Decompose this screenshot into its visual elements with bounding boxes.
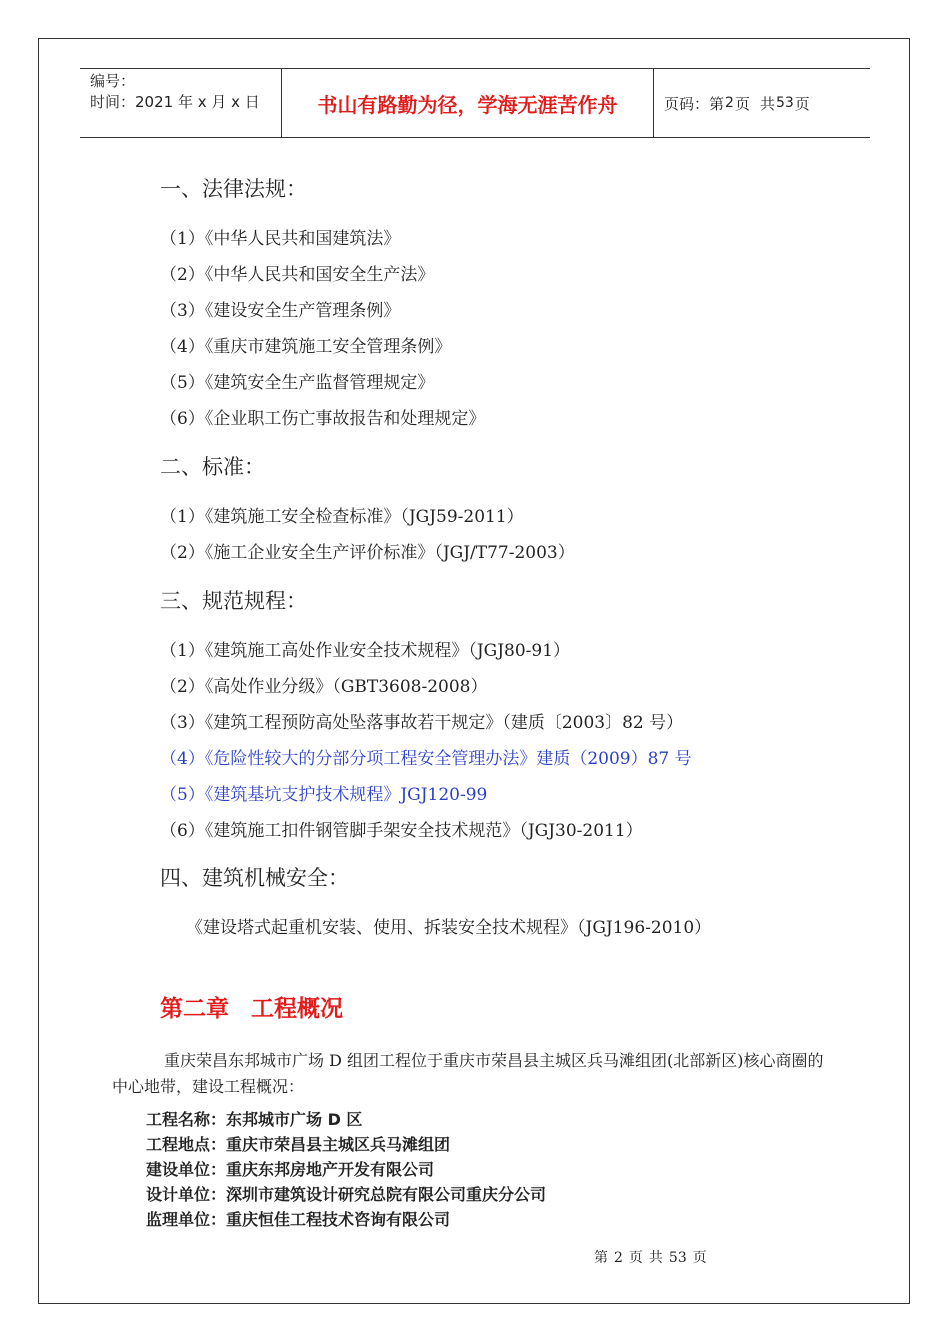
header-table (80, 68, 870, 138)
list-item-link[interactable]: （4）《危险性较大的分部分项工程安全管理办法》建质（2009）87 号 (160, 749, 692, 769)
section-title-machinery: 四、建筑机械安全： (160, 866, 349, 890)
footer-label-b: 页 (628, 1250, 643, 1266)
list-item: （1）《中华人民共和国建筑法》 (160, 229, 401, 249)
page-label-b: 页 (734, 94, 750, 113)
number-label: 编号： (90, 72, 136, 90)
header-motto: 书山有路勤为径，学海无涯苦作舟 (282, 69, 654, 137)
chapter-title: 工程概况 (251, 996, 343, 1022)
list-item: （1）《建筑施工安全检查标准》（JGJ59-2011） (160, 507, 524, 527)
time-label: 时间：2021 年 x 月 x 日 (90, 93, 260, 111)
page-total: 53 (775, 95, 794, 111)
section-title-laws: 一、法律法规： (160, 177, 307, 201)
footer-current: 2 (614, 1250, 623, 1266)
page-current: 2 (725, 95, 734, 111)
info-row: 建设单位：重庆东邦房地产开发有限公司 (146, 1160, 435, 1179)
page-label-c: 共 (759, 94, 775, 113)
section-title-codes: 三、规范规程： (160, 589, 307, 613)
footer-total: 53 (668, 1250, 687, 1266)
footer-label-a: 第 (594, 1250, 608, 1266)
list-item: （2）《施工企业安全生产评价标准》（JGJ/T77-2003） (160, 543, 575, 563)
list-item: （6）《企业职工伤亡事故报告和处理规定》 (160, 409, 486, 429)
info-row: 工程地点：重庆市荣昌县主城区兵马滩组团 (146, 1135, 451, 1154)
chapter-heading (160, 990, 343, 1023)
overview-paragraph: 重庆荣昌东邦城市广场 D 组团工程位于重庆市荣昌县主城区兵马滩组团(北部新区)核心商圈的中心地带，建设工程概况： (112, 1051, 824, 1096)
list-item: （2）《中华人民共和国安全生产法》 (160, 265, 435, 285)
info-row: 设计单位：深圳市建筑设计研究总院有限公司重庆分公司 (146, 1185, 547, 1204)
footer-label-d: 页 (692, 1250, 707, 1266)
section-title-standards: 二、标准： (160, 455, 265, 479)
info-row: 工程名称：东邦城市广场 D 区 (146, 1110, 363, 1129)
chapter-label: 第二章 (160, 996, 229, 1022)
page-label-d: 页 (794, 94, 810, 113)
info-row: 监理单位：重庆恒佳工程技术咨询有限公司 (146, 1210, 451, 1229)
header-page-info (654, 69, 870, 137)
list-item: 《建设塔式起重机安装、使用、拆装安全技术规程》（JGJ196-2010） (186, 918, 712, 938)
list-item: （2）《高处作业分级》（GBT3608-2008） (160, 677, 488, 697)
list-item: （5）《建筑安全生产监督管理规定》 (160, 373, 435, 393)
footer-label-c: 共 (648, 1250, 663, 1266)
header-meta (80, 69, 282, 137)
list-item: （3）《建设安全生产管理条例》 (160, 301, 401, 321)
page-label-a: 页码：第 (664, 94, 725, 113)
list-item: （4）《重庆市建筑施工安全管理条例》 (160, 337, 452, 357)
list-item: （3）《建筑工程预防高处坠落事故若干规定》（建质〔2003〕82 号） (160, 713, 684, 733)
list-item: （1）《建筑施工高处作业安全技术规程》（JGJ80-91） (160, 641, 571, 661)
page-footer (0, 1247, 950, 1267)
list-item-link[interactable]: （5）《建筑基坑支护技术规程》JGJ120-99 (160, 785, 488, 805)
list-item: （6）《建筑施工扣件钢管脚手架安全技术规范》（JGJ30-2011） (160, 821, 643, 841)
